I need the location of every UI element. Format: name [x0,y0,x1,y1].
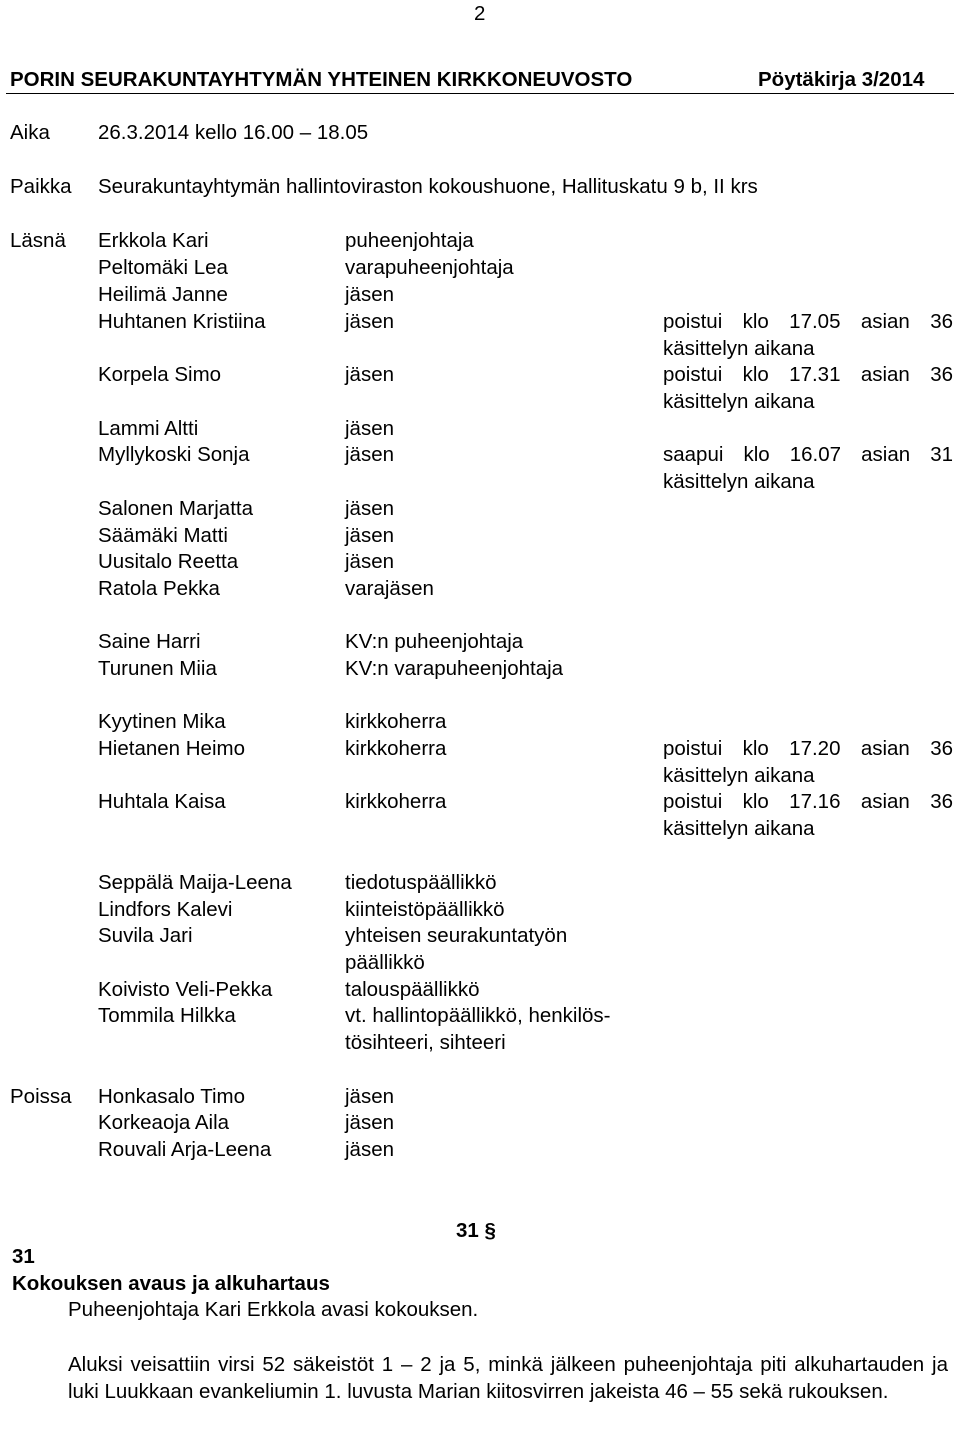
attendee-role: varajäsen [345,577,434,600]
absentee-role: jäsen [345,1138,395,1161]
attendee-role: jäsen [345,417,395,440]
header-divider [6,93,954,94]
attendee-name: Saine Harri [98,630,201,653]
attendee-name: Huhtanen Kristiina [98,310,266,333]
attendee-role: tiedotuspäällikkö [345,871,497,894]
section-paragraph: Aluksi veisattiin virsi 52 säkeistöt 1 – 2 ja 5, minkä jälkeen puheenjohtaja piti alkuhartauden ja luki Luukkaan evankeliumin 1. luvusta Marian kiitosvirren jakeista 46 – 55 sekä rukouksen. [68,1353,948,1403]
attendee-role: KV:n puheenjohtaja [345,630,524,653]
attendee-role: yhteisen seurakuntatyön [345,924,568,947]
absent-label: Poissa [10,1085,72,1108]
attendance-note: poistui klo 17.20 asian 36 [663,737,953,760]
attendance-note: käsittelyn aikana [663,817,815,840]
attendee-role: jäsen [345,497,395,520]
attendee-role: jäsen [345,283,395,306]
attendance-note: poistui klo 17.05 asian 36 [663,310,953,333]
attendee-name: Hietanen Heimo [98,737,245,760]
section-marker: 31 § [456,1219,496,1242]
attendee-name: Turunen Miia [98,657,217,680]
section-paragraph: Puheenjohtaja Kari Erkkola avasi kokouksen. [68,1298,479,1321]
attendee-name: Peltomäki Lea [98,256,228,279]
attendee-role: jäsen [345,443,395,466]
attendee-name: Ratola Pekka [98,577,220,600]
attendee-role: talouspäällikkö [345,978,480,1001]
attendance-note: käsittelyn aikana [663,337,815,360]
absentee-role: jäsen [345,1085,395,1108]
time-label: Aika [10,121,50,144]
attendee-role: päällikkö [345,951,425,974]
absentee-name: Korkeaoja Aila [98,1111,230,1134]
attendance-note: saapui klo 16.07 asian 31 [663,443,953,466]
attendee-name: Säämäki Matti [98,524,228,547]
attendee-role: kirkkoherra [345,790,447,813]
attendee-name: Salonen Marjatta [98,497,253,520]
absentee-role: jäsen [345,1111,395,1134]
attendee-name: Lammi Altti [98,417,199,440]
document-reference: Pöytäkirja 3/2014 [758,68,925,91]
absentee-name: Honkasalo Timo [98,1085,245,1108]
page-number: 2 [474,2,486,25]
attendee-name: Huhtala Kaisa [98,790,226,813]
attendance-note: käsittelyn aikana [663,764,815,787]
attendance-note: käsittelyn aikana [663,390,815,413]
attendee-name: Kyytinen Mika [98,710,226,733]
document-title: PORIN SEURAKUNTAYHTYMÄN YHTEINEN KIRKKONEUVOSTO [10,68,633,91]
place-label: Paikka [10,175,72,198]
attendee-role: kirkkoherra [345,737,447,760]
attendee-name: Heilimä Janne [98,283,228,306]
present-label: Läsnä [10,229,66,252]
absentee-name: Rouvali Arja-Leena [98,1138,272,1161]
attendee-role: jäsen [345,310,395,333]
attendance-note: käsittelyn aikana [663,470,815,493]
time-value: 26.3.2014 kello 16.00 – 18.05 [98,121,369,144]
attendee-role: puheenjohtaja [345,229,474,252]
attendee-role: varapuheenjohtaja [345,256,514,279]
attendee-name: Myllykoski Sonja [98,443,250,466]
section-number: 31 [12,1245,35,1268]
attendee-role: vt. hallintopäällikkö, henkilös- [345,1004,611,1027]
place-value: Seurakuntayhtymän hallintoviraston kokoushuone, Hallituskatu 9 b, II krs [98,175,758,198]
section-title: Kokouksen avaus ja alkuhartaus [12,1272,330,1295]
attendee-name: Seppälä Maija-Leena [98,871,292,894]
attendee-name: Tommila Hilkka [98,1004,236,1027]
attendee-name: Koivisto Veli-Pekka [98,978,273,1001]
attendee-name: Korpela Simo [98,363,222,386]
attendee-role: tösihteeri, sihteeri [345,1031,506,1054]
attendee-name: Erkkola Kari [98,229,209,252]
attendee-name: Suvila Jari [98,924,193,947]
attendance-note: poistui klo 17.31 asian 36 [663,363,953,386]
attendee-role: kiinteistöpäällikkö [345,898,505,921]
attendee-role: jäsen [345,550,395,573]
attendee-role: jäsen [345,363,395,386]
attendee-role: jäsen [345,524,395,547]
attendee-role: kirkkoherra [345,710,447,733]
attendance-note: poistui klo 17.16 asian 36 [663,790,953,813]
attendee-role: KV:n varapuheenjohtaja [345,657,564,680]
attendee-name: Lindfors Kalevi [98,898,233,921]
attendee-name: Uusitalo Reetta [98,550,239,573]
